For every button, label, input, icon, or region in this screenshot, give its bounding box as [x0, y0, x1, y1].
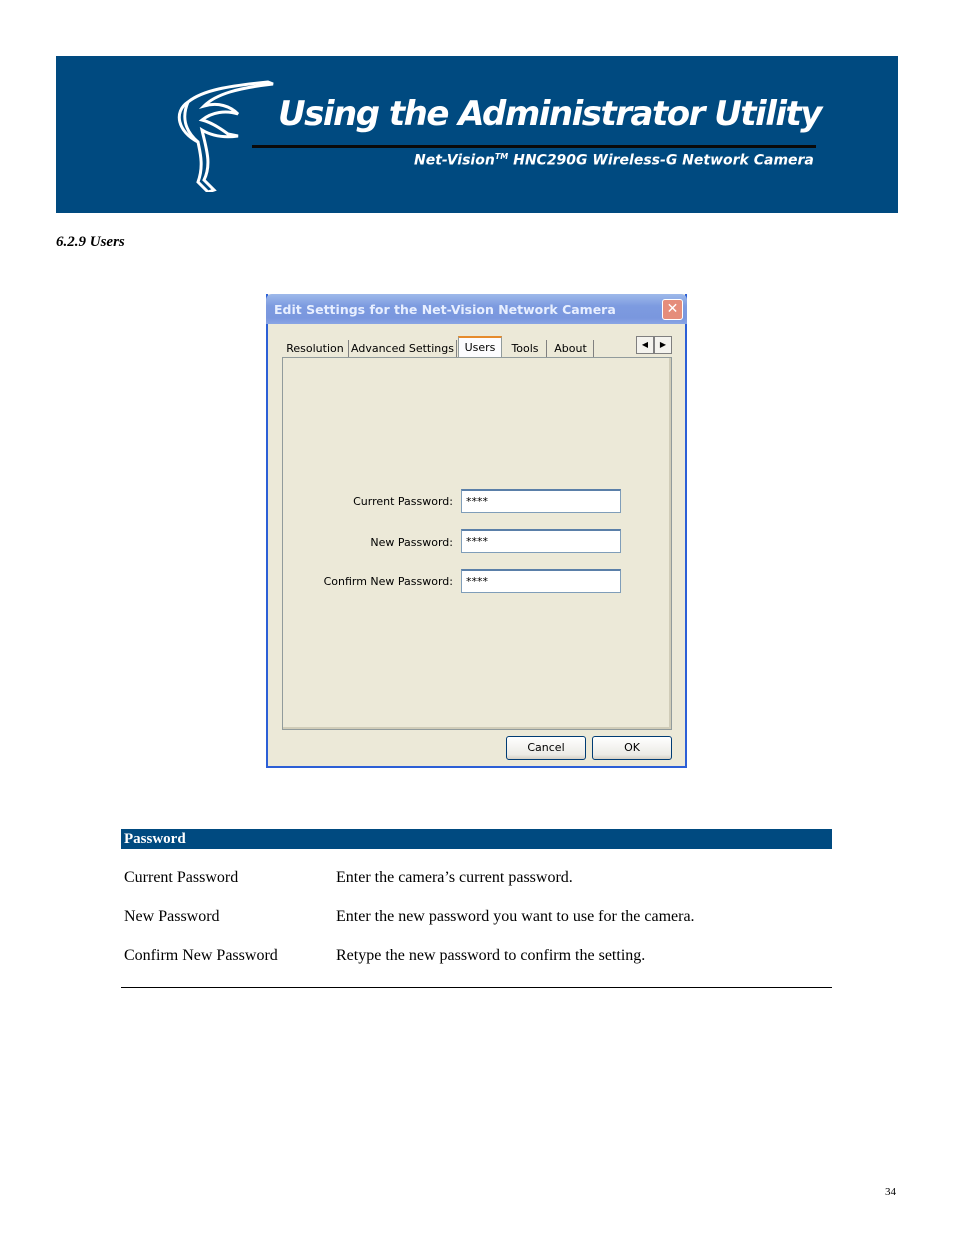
banner-divider — [252, 145, 816, 148]
banner-subtitle: Net-Vision™ HNC290G Wireless-G Network Camera — [414, 152, 814, 169]
new-password-field[interactable] — [461, 529, 621, 553]
tab-scroll-buttons — [636, 336, 672, 354]
page-number: 34 — [885, 1186, 896, 1198]
ok-button[interactable]: OK — [592, 736, 672, 760]
tab-users[interactable]: Users — [458, 336, 502, 358]
tab-advanced-settings[interactable]: Advanced Settings — [349, 340, 457, 358]
current-password-field[interactable] — [461, 489, 621, 513]
password-table-header: Password — [121, 829, 832, 849]
table-row-description: Retype the new password to confirm the setting. — [336, 947, 646, 964]
current-password-label: Current Password: — [353, 495, 453, 508]
table-bottom-rule — [121, 987, 832, 988]
table-row-term: Current Password — [124, 869, 239, 886]
tab-scroll-left-icon[interactable]: ◀ — [636, 336, 654, 354]
eagle-logo-icon — [168, 72, 278, 192]
confirm-new-password-field[interactable] — [461, 569, 621, 593]
users-tab-panel — [282, 357, 672, 730]
cancel-button[interactable]: Cancel — [506, 736, 586, 760]
tab-about[interactable]: About — [548, 340, 594, 358]
table-row-description: Enter the new password you want to use for the camera. — [336, 908, 695, 925]
dialog-titlebar[interactable] — [266, 294, 687, 324]
tab-resolution[interactable]: Resolution — [282, 340, 349, 358]
table-row-description: Enter the camera’s current password. — [336, 869, 573, 886]
section-heading: 6.2.9 Users — [56, 234, 125, 250]
header-banner — [56, 56, 898, 213]
confirm-new-password-label: Confirm New Password: — [323, 575, 453, 588]
table-row-term: New Password — [124, 908, 220, 925]
tab-scroll-right-icon[interactable]: ▶ — [654, 336, 672, 354]
banner-title: Using the Administrator Utility — [278, 94, 821, 134]
table-row-term: Confirm New Password — [124, 947, 278, 964]
close-icon[interactable]: ✕ — [662, 299, 683, 320]
edit-settings-dialog — [266, 294, 687, 768]
new-password-label: New Password: — [370, 536, 453, 549]
tab-tools[interactable]: Tools — [504, 340, 547, 358]
dialog-title: Edit Settings for the Net-Vision Network Camera — [274, 302, 616, 317]
